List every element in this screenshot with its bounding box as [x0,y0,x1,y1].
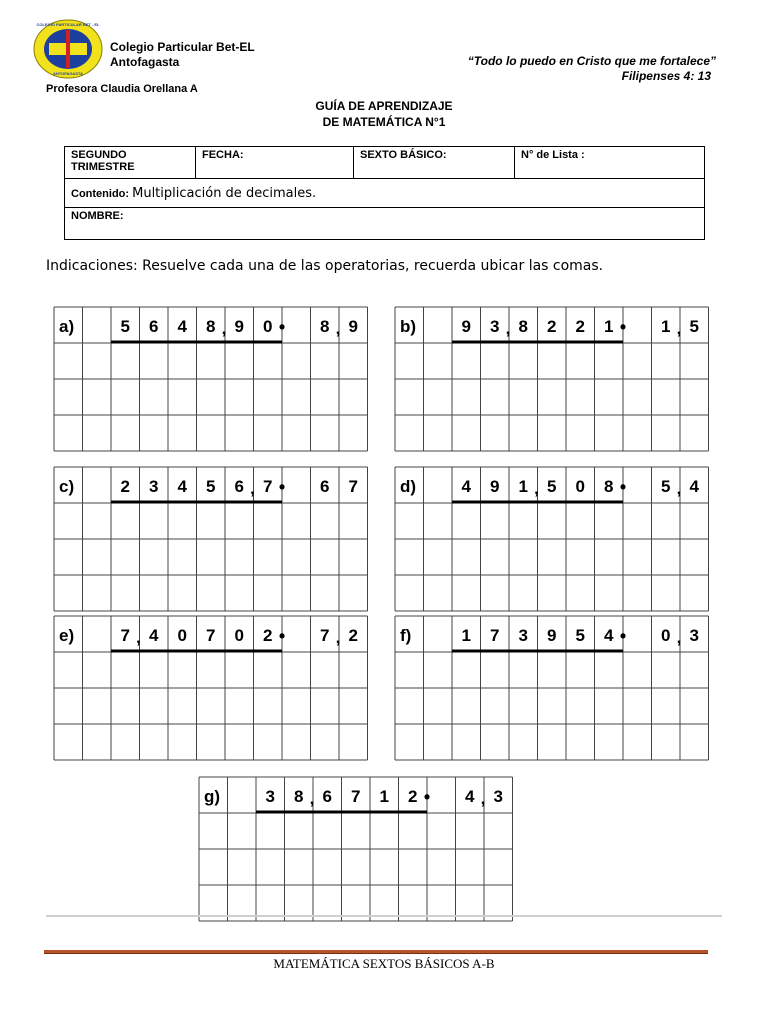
problem-grid [53,466,369,612]
multiplicand-digit: 8 [604,477,614,496]
problem-b[interactable] [394,306,710,452]
multiplicand-digit: 9 [461,317,471,336]
multiplicand-digit: 7 [490,626,500,645]
multiplicand-digit: 7 [351,787,361,806]
decimal-comma: , [676,479,682,498]
multiplicand-digit: 4 [461,477,471,496]
school-name-line2: Antofagasta [110,55,180,69]
decimal-comma: , [505,319,511,338]
multiply-sign: • [619,477,627,497]
multiplicand-digit: 2 [263,626,273,645]
multiplicand-digit: 0 [177,626,187,645]
decimal-comma: , [250,479,255,498]
quote-reference: Filipenses 4: 13 [621,69,711,83]
logo-text-top: COLEGIO PARTICULAR BET - EL [36,22,100,27]
problem-f[interactable] [394,615,710,761]
trimester-cell [65,147,196,179]
multiplier-digit: 6 [320,477,330,496]
problem-label: e) [59,626,75,645]
student-info-table [64,146,705,240]
problem-g[interactable] [198,776,514,922]
footer-divider [46,915,722,917]
title-line2: DE MATEMÁTICA N°1 [322,115,446,129]
contenido-row [65,179,705,208]
multiplicand-digit: 7 [206,626,216,645]
multiplicand-digit: 8 [294,787,304,806]
decimal-comma: , [136,628,141,647]
multiplicand-digit: 3 [149,477,159,496]
decimal-comma: , [221,319,227,338]
multiplier-digit: 5 [661,477,671,496]
multiplicand-digit: 9 [234,317,244,336]
logo-text-bottom: ANTOFAGASTA [52,71,84,76]
multiplicand-digit: 1 [518,477,528,496]
teacher-name: Profesora Claudia Orellana A [46,83,198,95]
multiplicand-digit: 9 [547,626,557,645]
title-line1: GUÍA DE APRENDIZAJE [315,99,453,113]
multiplicand-digit: 5 [547,477,557,496]
problem-grid [394,615,710,761]
multiplicand-digit: 2 [547,317,557,336]
multiplicand-digit: 8 [206,317,216,336]
multiply-sign: • [619,317,627,337]
curso-field[interactable]: SEXTO BÁSICO: [354,147,515,179]
decimal-comma: , [335,628,341,647]
contenido-label: Contenido: [71,187,130,200]
multiplier-digit: 5 [689,317,699,336]
problem-label: b) [400,317,417,336]
problem-label: g) [204,787,221,806]
multiplier-digit: 1 [661,317,671,336]
problem-label: f) [400,626,412,645]
multiplicand-digit: 1 [379,787,389,806]
multiplier-digit: 7 [320,626,330,645]
multiplicand-digit: 9 [490,477,500,496]
multiplier-digit: 8 [320,317,330,336]
instructions: Indicaciones: Resuelve cada una de las operatorias, recuerda ubicar las comas. [46,258,604,274]
multiplicand-digit: 0 [263,317,273,336]
multiplicand-digit: 2 [408,787,418,806]
multiplicand-digit: 4 [149,626,159,645]
multiplier-digit: 7 [348,477,358,496]
decimal-comma: , [335,319,341,338]
decimal-comma: , [309,789,315,808]
multiply-sign: • [278,477,286,497]
footer-text: MATEMÁTICA SEXTOS BÁSICOS A-B [273,956,495,971]
quote-text: “Todo lo puedo en Cristo que me fortalece” [467,54,716,68]
document-title [0,98,768,130]
multiplicand-digit: 1 [461,626,471,645]
multiplier-digit: 4 [465,787,475,806]
decimal-comma: , [480,789,486,808]
problem-label: d) [400,477,417,496]
multiplicand-digit: 6 [234,477,244,496]
multiplier-digit: 2 [348,626,358,645]
multiplicand-digit: 3 [265,787,275,806]
problem-grid [394,306,710,452]
multiplicand-digit: 4 [177,317,187,336]
multiplicand-digit: 6 [322,787,332,806]
school-logo [33,19,103,79]
multiplier-digit: 0 [661,626,671,645]
fecha-field[interactable]: FECHA: [196,147,354,179]
problem-a[interactable] [53,306,369,452]
multiplicand-digit: 7 [263,477,273,496]
multiplicand-digit: 0 [575,477,585,496]
multiplicand-digit: 7 [120,626,130,645]
multiplier-digit: 3 [689,626,699,645]
nombre-field[interactable]: NOMBRE: [65,208,705,240]
multiply-sign: • [278,317,286,337]
multiplicand-digit: 2 [120,477,130,496]
multiplier-digit: 9 [348,317,358,336]
problem-grid [53,306,369,452]
multiplicand-digit: 0 [234,626,244,645]
trimester-line1: SEGUNDO [71,149,127,161]
school-name-line1: Colegio Particular Bet-EL [110,40,255,54]
problem-d[interactable] [394,466,710,612]
multiplicand-digit: 8 [518,317,528,336]
multiplier-digit: 3 [493,787,503,806]
footer-accent-line [44,950,708,954]
trimester-line2: TRIMESTRE [71,161,135,173]
problem-c[interactable] [53,466,369,612]
multiplicand-digit: 5 [206,477,216,496]
problem-grid [198,776,514,922]
multiplicand-digit: 5 [575,626,585,645]
lista-field[interactable]: N° de Lista : [515,147,705,179]
decimal-comma: , [676,319,682,338]
multiplier-digit: 4 [689,477,699,496]
bible-quote [468,54,716,84]
multiply-sign: • [619,626,627,646]
contenido-value: Multiplicación de decimales. [132,185,317,201]
decimal-comma: , [534,479,539,498]
decimal-comma: , [676,628,682,647]
multiplicand-digit: 2 [575,317,585,336]
problem-grid [394,466,710,612]
multiply-sign: • [423,787,431,807]
multiplicand-digit: 3 [518,626,528,645]
problem-grid [53,615,369,761]
multiplicand-digit: 4 [177,477,187,496]
multiplicand-digit: 1 [604,317,614,336]
multiplicand-digit: 3 [490,317,500,336]
multiplicand-digit: 6 [149,317,159,336]
problem-label: a) [59,317,75,336]
problem-e[interactable] [53,615,369,761]
multiplicand-digit: 4 [604,626,614,645]
problem-label: c) [59,477,75,496]
multiplicand-digit: 5 [120,317,130,336]
school-name [110,40,255,70]
multiply-sign: • [278,626,286,646]
